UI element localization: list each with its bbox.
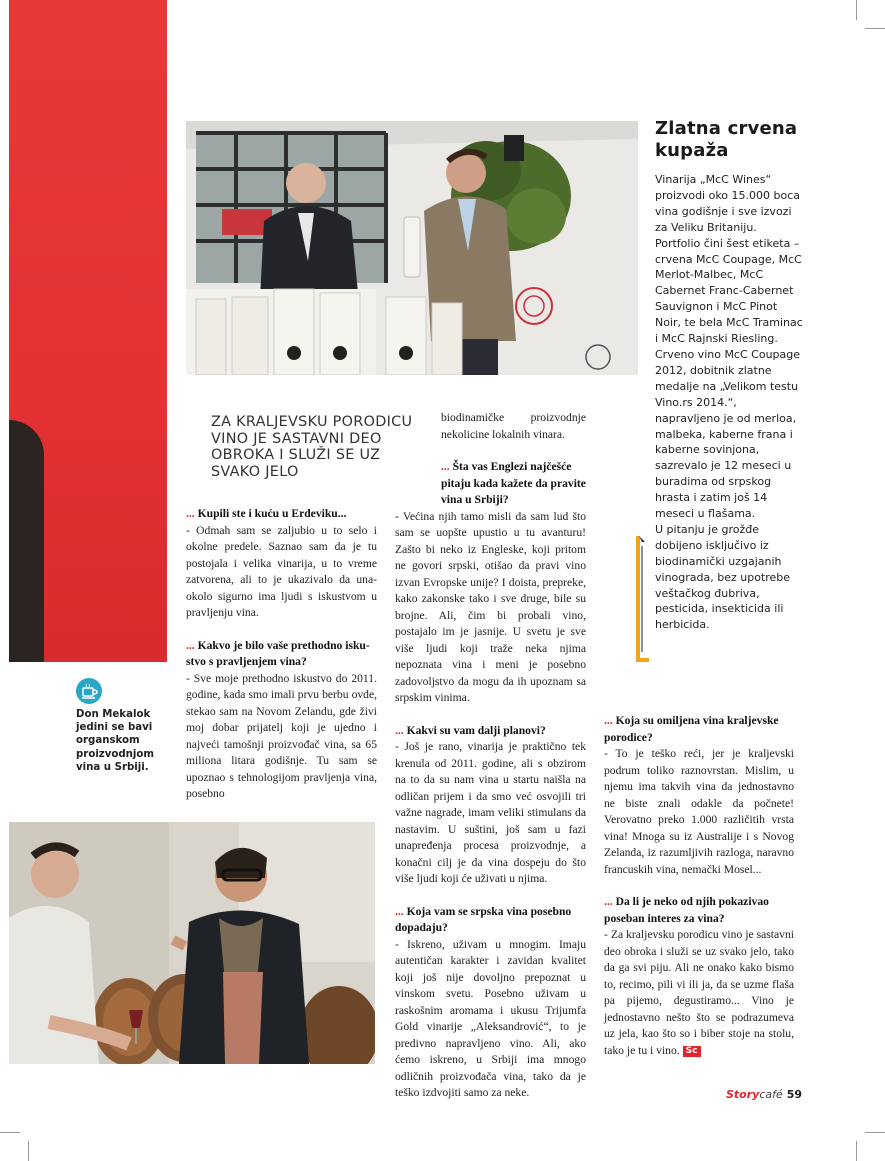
- answer-continued: biodinamičke proizvodnje nekolicine lokalnih vinara.: [441, 411, 586, 441]
- crop-mark: [865, 28, 885, 29]
- magazine-brand-story: Story: [726, 1088, 760, 1101]
- answer-text: - Za kraljevsku porodicu vino je sastavni deo obroka i služi se uz svako jelo, tako da ga svi piju. Ali ne onako kako bismo to, recimo, pili vi ili ja, da se uzme flaša pa pijemo, degustiramo... Vino je jednostavno nešto što se podrazumeva uz jela, kao što so i biber stoje na stolu, tako je tu i vino.: [604, 928, 794, 1057]
- question: [604, 894, 794, 927]
- crop-mark: [0, 1132, 20, 1133]
- award-photo-illustration: [186, 121, 638, 375]
- question-text: Kakvo je bilo vaše prethodno iskustvo s pravljenjem vina?: [186, 638, 370, 668]
- article-column-1: [186, 506, 377, 803]
- page-number: 59: [786, 1088, 803, 1101]
- question: [395, 459, 586, 509]
- sidebar-paragraph: U pitanju je grožđe dobijeno isključivo iz biodinamički uzgajanih vinograda, bez upotrebe veštačkog đubriva, pesticida, insekticida ili herbicida.: [655, 522, 791, 632]
- answer: - To je teško reći, jer je kraljevski podrum toliko raznovrstan. Mislim, u njemu ima takvih vina da jednostavno ne biste znali odakle da počnete! Verovatno preko 1.000 različitih vrsta vina! Mnoga su iz Australije i s Novog Zelanda, iz razumljivih razloga, naravno francuskih vina, nemački Mosel...: [604, 747, 794, 876]
- question-marker: ...: [604, 895, 613, 908]
- question-marker: ...: [441, 460, 450, 473]
- article-column-2: [395, 410, 586, 1102]
- crop-mark: [865, 1132, 885, 1133]
- sidebar-body: [655, 172, 803, 633]
- question: [604, 713, 794, 746]
- end-mark-logo: Sc: [683, 1046, 701, 1057]
- answer: - Odmah sam se zaljubio u to selo i okolne predele. Saznao sam da je tu postojala i velika vinarija, u to vreme zatvorena, ali to je ukazivalo da unaokolo sigurno ima ljudi s iskustvom u pravljenju vina.: [186, 523, 377, 619]
- answer: - Većina njih tamo misli da sam lud što sam se uopšte upustio u tu avanturu! Zašto bi neko iz Engleske, koji pritom ne govori srpski, otišao da pravi vino izvan Evropske unije? I doista, prepreke, kako zakonske tako i sve druge, bile su brojne. Ali, čim bi probali vino, postajalo im je jasnije. U svetu je sve više ljudi koji traže neka njima nepoznata vina i meni je posebno zadovoljstvo da mogu da ih upoznam sa srpskim vinima.: [395, 509, 586, 704]
- answer: - Iskreno, uživam u mnogim. Imaju autentičan karakter i zavidan kvalitet koji još nije dovoljno prepoznat u vinskom svetu. Posebno uživam u raskošnim aromama i ukusu Trijumfa Gold vinarije „Aleksandrović“, to je predivno napravljeno vino. Ali, ako ćemo iskreno, u Srbiji ima mnogo odličnih proizvođača vina, tako da je teško izdvojiti samo za neke.: [395, 937, 586, 1099]
- question: [395, 723, 586, 740]
- photo-caption: Don Mekalok jedini se bavi organskom proizvodnjom vina u Srbiji.: [76, 709, 155, 773]
- question-marker: ...: [604, 714, 613, 727]
- question-text: Koja vam se srpska vina posebno dopadaju?: [395, 904, 572, 934]
- question-text: Šta vas Englezi najčešće pitaju kada kažete da pravite vina u Srbiji?: [441, 460, 586, 506]
- question-text: Kakvi su vam dalji planovi?: [406, 723, 546, 737]
- answer: - Sve moje prethodno iskustvo do 2011. godine, kada smo imali prvu berbu ovde, stekao sam na Novom Zelandu, gde živi moj dobar prijatelj koji je ujedno i najveći tamošnji proizvođač vina, sa 65 miliona litara godišnje. Tu sam se upoznao s tehnologijom pravljenja vina, posebno: [186, 671, 377, 800]
- answer: [604, 927, 794, 1059]
- question-marker: ...: [395, 904, 404, 918]
- question-marker: ...: [186, 638, 195, 652]
- question: [186, 506, 377, 523]
- sidebar-paragraph: Crveno vino McC Coupage 2012, dobitnik zlatne medalje na „Velikom testu Vino.rs 2014.“, napravljeno je od merloa, malbeka, kaberne frana i kaberne sovinjona, sazrevalo je 12 meseci u buradima od srpskog hrasta i zatim još 14 meseci u flašama.: [655, 347, 801, 521]
- page-footer: [726, 1088, 802, 1101]
- magazine-brand-cafe: café: [759, 1088, 783, 1101]
- article-column-3: [604, 713, 794, 1059]
- sidebar-title: Zlatna crvena kupaža: [655, 118, 798, 161]
- question-marker: ...: [395, 723, 404, 737]
- coffee-cup-icon: [76, 678, 102, 704]
- wine-tasting-illustration: [9, 822, 375, 1064]
- sidebar-paragraph: Vinarija „McC Wines“ proizvodi oko 15.000 boca vina godišnje i sve izvozi za Veliku Britaniju. Portfolio čini šest etiketa – crvena McC Coupage, McC Merlot-Malbec, McC Cabernet Franc-Cabernet Sauvignon i McC Pinot Noir, te bela McC Traminac i McC Rajnski Riesling.: [655, 173, 803, 346]
- question-text: Da li je neko od njih pokazivao poseban interes za vina?: [604, 895, 769, 925]
- crop-mark: [856, 1141, 857, 1161]
- person-silhouette: [9, 420, 44, 662]
- question-text: Koja su omiljena vina kraljevske porodice?: [604, 714, 779, 744]
- sidebar-corner-decoration: [629, 536, 649, 668]
- question-text: Kupili ste i kuću u Erdeviku...: [197, 507, 347, 520]
- wine-tasting-photo: [9, 822, 375, 1064]
- answer: - Još je rano, vinarija je praktično tek krenula od 2011. godine, ali s obzirom na to da su nam vina u startu naišla na odličan prijem i da smo već osvojili tri važne nagrade, imam veliki stimulans da nastavim. U suštini, još sam u fazi unapređenja procesa proizvodnje, a konačni cilj je da vina dospeju do što više ljudi koji će uživati u njima.: [395, 740, 586, 885]
- left-photo-strip: [0, 0, 167, 662]
- question: [395, 904, 586, 937]
- crop-mark: [28, 1141, 29, 1161]
- question-marker: ...: [186, 507, 195, 520]
- question: [186, 638, 377, 671]
- pull-quote: ZA KRALJEVSKU PORODICU VINO JE SASTAVNI DEO OBROKA I SLUŽI SE UZ SVAKO JELO: [211, 414, 413, 480]
- award-photo: [186, 121, 638, 375]
- crop-mark: [856, 0, 857, 20]
